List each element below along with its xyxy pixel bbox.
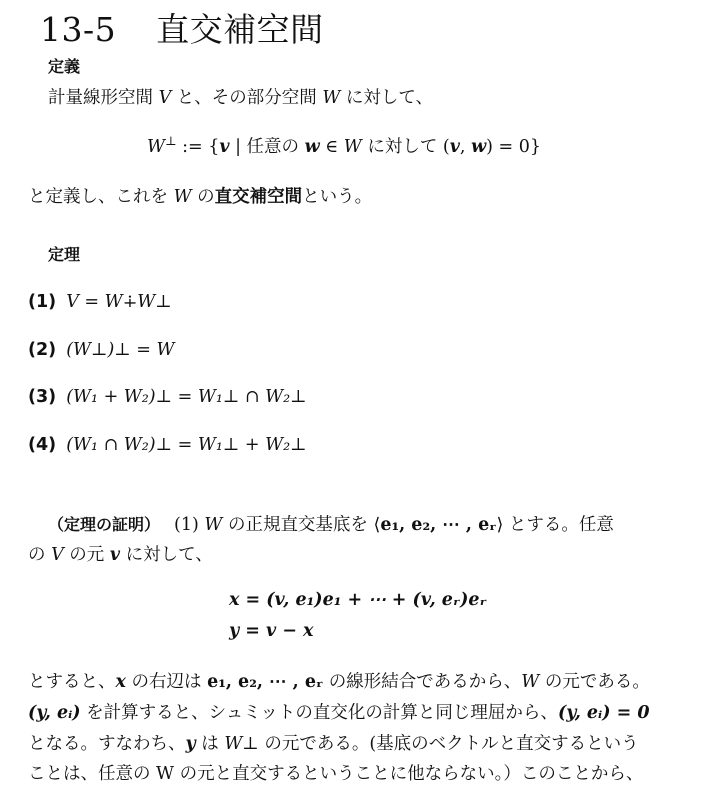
proof-line-4: (y, eᵢ) を計算すると、シュミットの直交化の計算と同じ理屈から、(y, eᵢ) = 0 <box>28 703 650 723</box>
theorem-heading: 定理 <box>48 245 81 264</box>
proof-heading: （定理の証明） <box>48 515 161 534</box>
definition-heading: 定義 <box>48 57 81 76</box>
theorem-item: (3) (W₁ + W₂)⊥ = W₁⊥ ∩ W₂⊥ <box>28 387 307 407</box>
proof-line-2: の V の元 v に対して、 <box>28 545 213 565</box>
theorem-item: (1) V = W∔W⊥ <box>28 292 172 312</box>
proof-line-6: ことは、任意の W の元と直交するということに他ならない。）このことから、 <box>28 764 644 784</box>
proof-line-1: （定理の証明） (1) W の正規直交基底を ⟨e₁, e₂, ⋯ , eᵣ⟩ とする。任意 <box>48 515 614 535</box>
theorem-item: (4) (W₁ ∩ W₂)⊥ = W₁⊥ + W₂⊥ <box>28 435 307 455</box>
proof-line-3: とすると、x の右辺は e₁, e₂, ⋯ , eᵣ の線形結合であるから、W の元である。 <box>28 672 650 692</box>
proof-equation-x: x = (v, e₁)e₁ + ⋯ + (v, eᵣ)eᵣ <box>229 590 487 610</box>
defined-term: 直交補空間 <box>214 187 303 207</box>
proof-equation-y: y = v − x <box>229 621 314 641</box>
section-number: 13-5 <box>40 10 117 49</box>
section-heading: 直交補空間 <box>156 10 324 49</box>
definition-formula: W⊥ := {v | 任意の w ∈ W に対して (v, w) = 0} <box>147 134 542 157</box>
proof-line-5: となる。すなわち、y は W⊥ の元である。(基底のベクトルと直交するという <box>28 734 639 754</box>
definition-conclusion: と定義し、これを W の直交補空間という。 <box>28 187 373 207</box>
theorem-item: (2) (W⊥)⊥ = W <box>28 340 175 360</box>
definition-intro: 計量線形空間 V と、その部分空間 W に対して、 <box>48 88 434 108</box>
section-title <box>40 4 324 51</box>
